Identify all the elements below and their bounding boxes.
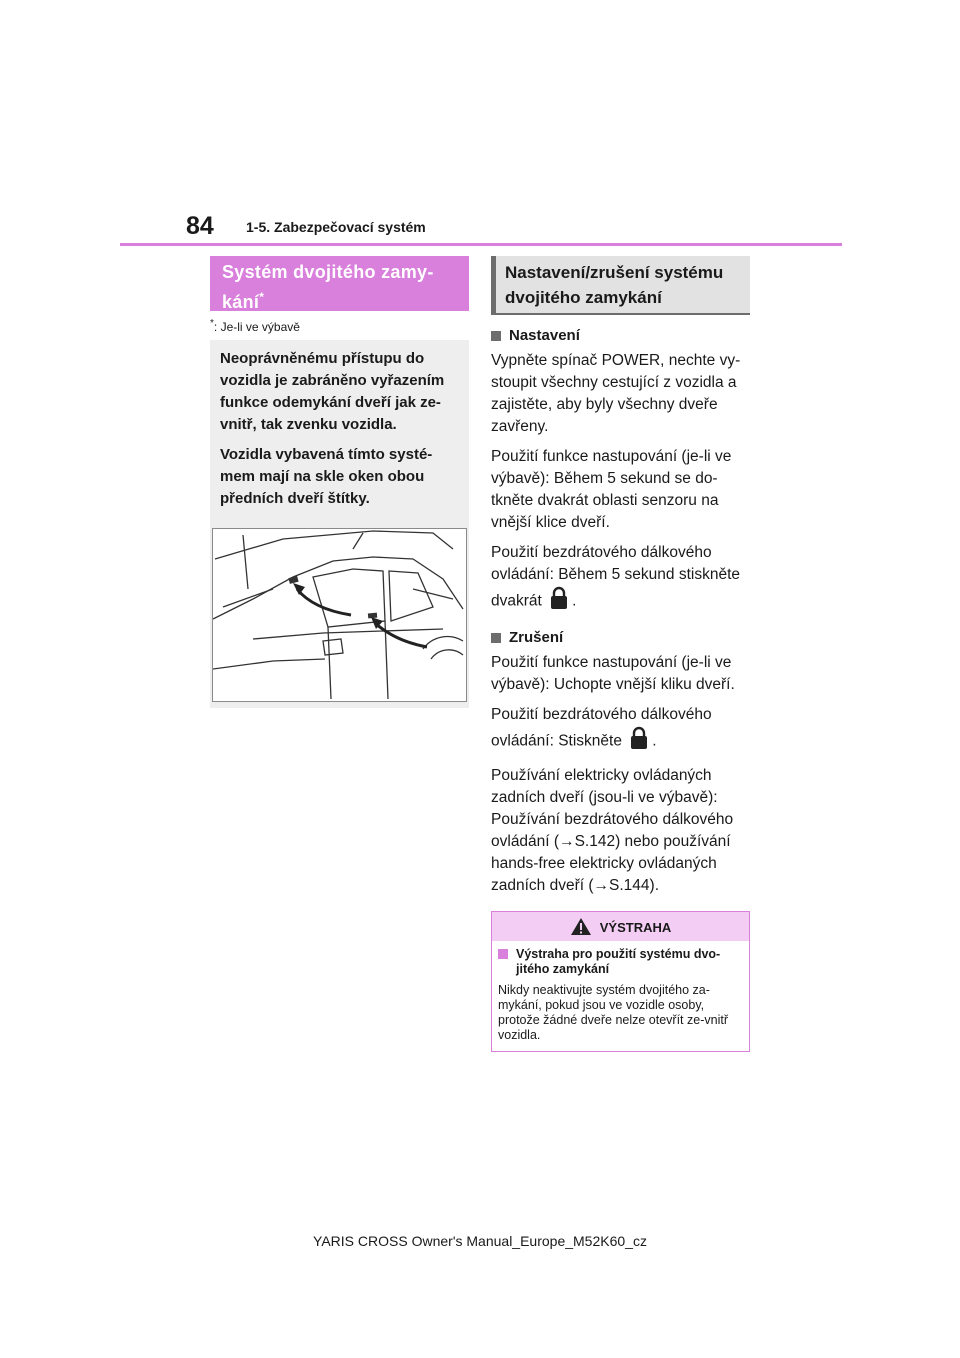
section-title-setting-cancel: Nastavení/zrušení systému dvojitého zamykání xyxy=(491,256,750,315)
warning-text: Nikdy neaktivujte systém dvojitého za-mykání, pokud jsou ve vozidle osoby, protože žádné dveře nelze otevřít ze-vnitř vozidla. xyxy=(498,983,728,1042)
paragraph: Vypněte spínač POWER, nechte vy-stoupit všechny cestující z vozidla a zajistěte, aby byly všechny dveře zavřeny. xyxy=(491,352,741,435)
subheading-setting xyxy=(491,327,750,344)
warning-header xyxy=(492,912,749,941)
info-paragraph: Vozidla vybavená tímto systé-mem mají na skle oken obou předních dveří štítky. xyxy=(220,446,433,507)
warning-subheading-text: Výstraha pro použití systému dvo-jitého zamykání xyxy=(516,947,721,976)
info-paragraph: Neoprávněnému přístupu do vozidla je zabráněno vyřazením funkce odemykání dveří jak ze-vnitř, tak zvenku vozidla. xyxy=(220,350,445,433)
subheading-cancel xyxy=(491,629,750,646)
warning-label: VÝSTRAHA xyxy=(599,920,672,935)
footnote-text: : Je-li ve výbavě xyxy=(213,320,300,334)
subheading-text: Zrušení xyxy=(509,629,564,646)
paragraph-with-icon xyxy=(491,542,750,617)
car-drawing xyxy=(213,529,468,701)
info-box xyxy=(210,340,469,522)
lock-icon xyxy=(630,726,648,757)
illustration-frame xyxy=(210,522,469,708)
chapter-title: 1-5. Zabezpečovací systém xyxy=(246,219,426,235)
page-footer: YARIS CROSS Owner's Manual_Europe_M52K60_cz xyxy=(313,1233,647,1249)
paragraph-text: Použití bezdrátového dálkového ovládání: Během 5 sekund stiskněte dvakrát xyxy=(491,544,741,610)
bullet-square-icon xyxy=(491,331,501,341)
section-title-mark: * xyxy=(259,290,265,304)
right-column xyxy=(491,256,750,1052)
section-title-text: Systém dvojitého zamy-kání xyxy=(222,262,434,312)
paragraph: Používání elektricky ovládaných zadních dveří (jsou-li ve výbavě): Používání bezdrátového dálkového ovládání (→S.142) nebo používání hands-free elektricky ovládaných zadních dveří (→S.144). xyxy=(491,767,734,894)
warning-triangle-icon xyxy=(570,917,592,939)
warning-subheading xyxy=(498,947,743,977)
paragraph-end: . xyxy=(652,732,657,750)
footnote xyxy=(210,318,469,338)
section-title-double-locking xyxy=(210,256,469,311)
paragraph-end: . xyxy=(572,592,577,610)
paragraph-with-icon xyxy=(491,704,750,757)
paragraph: Použití funkce nastupování (je-li ve výbavě): Uchopte vnější kliku dveří. xyxy=(491,654,735,693)
subheading-text: Nastavení xyxy=(509,327,580,344)
paragraph-text: Použití bezdrátového dálkového ovládání: Stiskněte xyxy=(491,706,712,750)
left-column xyxy=(210,256,469,708)
warning-box xyxy=(491,911,750,1052)
footnote-mark: * xyxy=(210,318,214,329)
car-door-illustration xyxy=(212,528,467,702)
page-number: 84 xyxy=(186,212,214,240)
header-rule xyxy=(120,243,842,246)
lock-icon xyxy=(550,586,568,617)
bullet-square-icon xyxy=(498,949,508,959)
bullet-square-icon xyxy=(491,633,501,643)
paragraph: Použití funkce nastupování (je-li ve výbavě): Během 5 sekund se do-tkněte dvakrát oblasti senzoru na vnější klice dveří. xyxy=(491,448,732,531)
warning-body xyxy=(492,941,749,1051)
